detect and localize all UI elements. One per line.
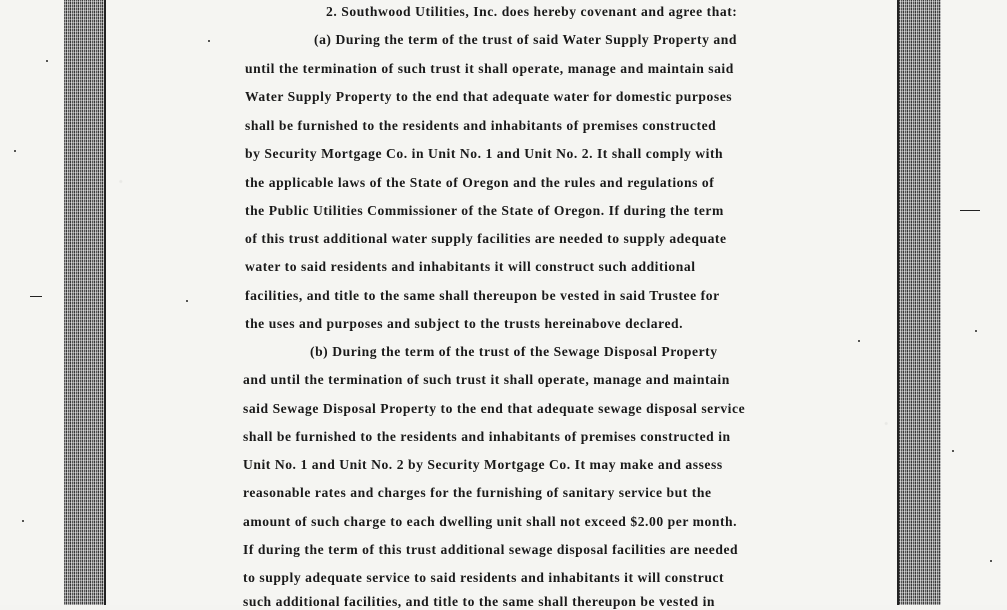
document-line: amount of such charge to each dwelling unit shall not exceed $2.00 per month. xyxy=(243,514,738,529)
left-margin-bar xyxy=(64,0,106,605)
document-line: by Security Mortgage Co. in Unit No. 1 and Unit No. 2. It shall comply with xyxy=(245,146,724,161)
document-line: the Public Utilities Commissioner of the State of Oregon. If during the term xyxy=(245,203,724,218)
document-line: If during the term of this trust additional sewage disposal facilities are needed xyxy=(243,542,739,557)
scan-speck xyxy=(14,150,16,152)
document-line: to supply adequate service to said residents and inhabitants it will construct xyxy=(243,570,725,585)
scan-speck xyxy=(960,210,980,211)
document-line: 2. Southwood Utilities, Inc. does hereby covenant and agree that: xyxy=(326,4,738,19)
document-line: shall be furnished to the residents and inhabitants of premises constructed in xyxy=(243,429,731,444)
scan-speck xyxy=(30,296,42,297)
scan-speck xyxy=(208,40,210,42)
scan-speck xyxy=(22,520,24,522)
document-line: reasonable rates and charges for the furnishing of sanitary service but the xyxy=(243,485,712,500)
document-line: such additional facilities, and title to the same shall thereupon be vested in xyxy=(243,594,716,609)
scan-speck xyxy=(186,300,188,302)
left-margin-edge xyxy=(104,0,106,605)
document-line: Water Supply Property to the end that adequate water for domestic purposes xyxy=(245,89,733,104)
right-margin-edge xyxy=(897,0,899,605)
document-line: water to said residents and inhabitants it will construct such additional xyxy=(245,259,696,274)
scan-speck xyxy=(975,330,977,332)
document-line: until the termination of such trust it shall operate, manage and maintain said xyxy=(245,61,734,76)
document-line: and until the termination of such trust it shall operate, manage and maintain xyxy=(243,372,730,387)
document-line: the applicable laws of the State of Oregon and the rules and regulations of xyxy=(245,175,715,190)
document-line: (a) During the term of the trust of said Water Supply Property and xyxy=(314,32,737,47)
document-line: of this trust additional water supply facilities are needed to supply adequate xyxy=(245,231,727,246)
document-line: (b) During the term of the trust of the Sewage Disposal Property xyxy=(310,344,718,359)
document-line: said Sewage Disposal Property to the end that adequate sewage disposal service xyxy=(243,401,746,416)
scan-speck xyxy=(858,340,860,342)
scan-speck xyxy=(952,450,954,452)
scan-speck xyxy=(46,60,48,62)
document-line: shall be furnished to the residents and inhabitants of premises constructed xyxy=(245,118,717,133)
document-line: the uses and purposes and subject to the trusts hereinabove declared. xyxy=(245,316,684,331)
scan-speck xyxy=(990,560,992,562)
document-line: facilities, and title to the same shall thereupon be vested in said Trustee for xyxy=(245,288,720,303)
right-margin-bar xyxy=(897,0,941,605)
document-line: Unit No. 1 and Unit No. 2 by Security Mortgage Co. It may make and assess xyxy=(243,457,723,472)
